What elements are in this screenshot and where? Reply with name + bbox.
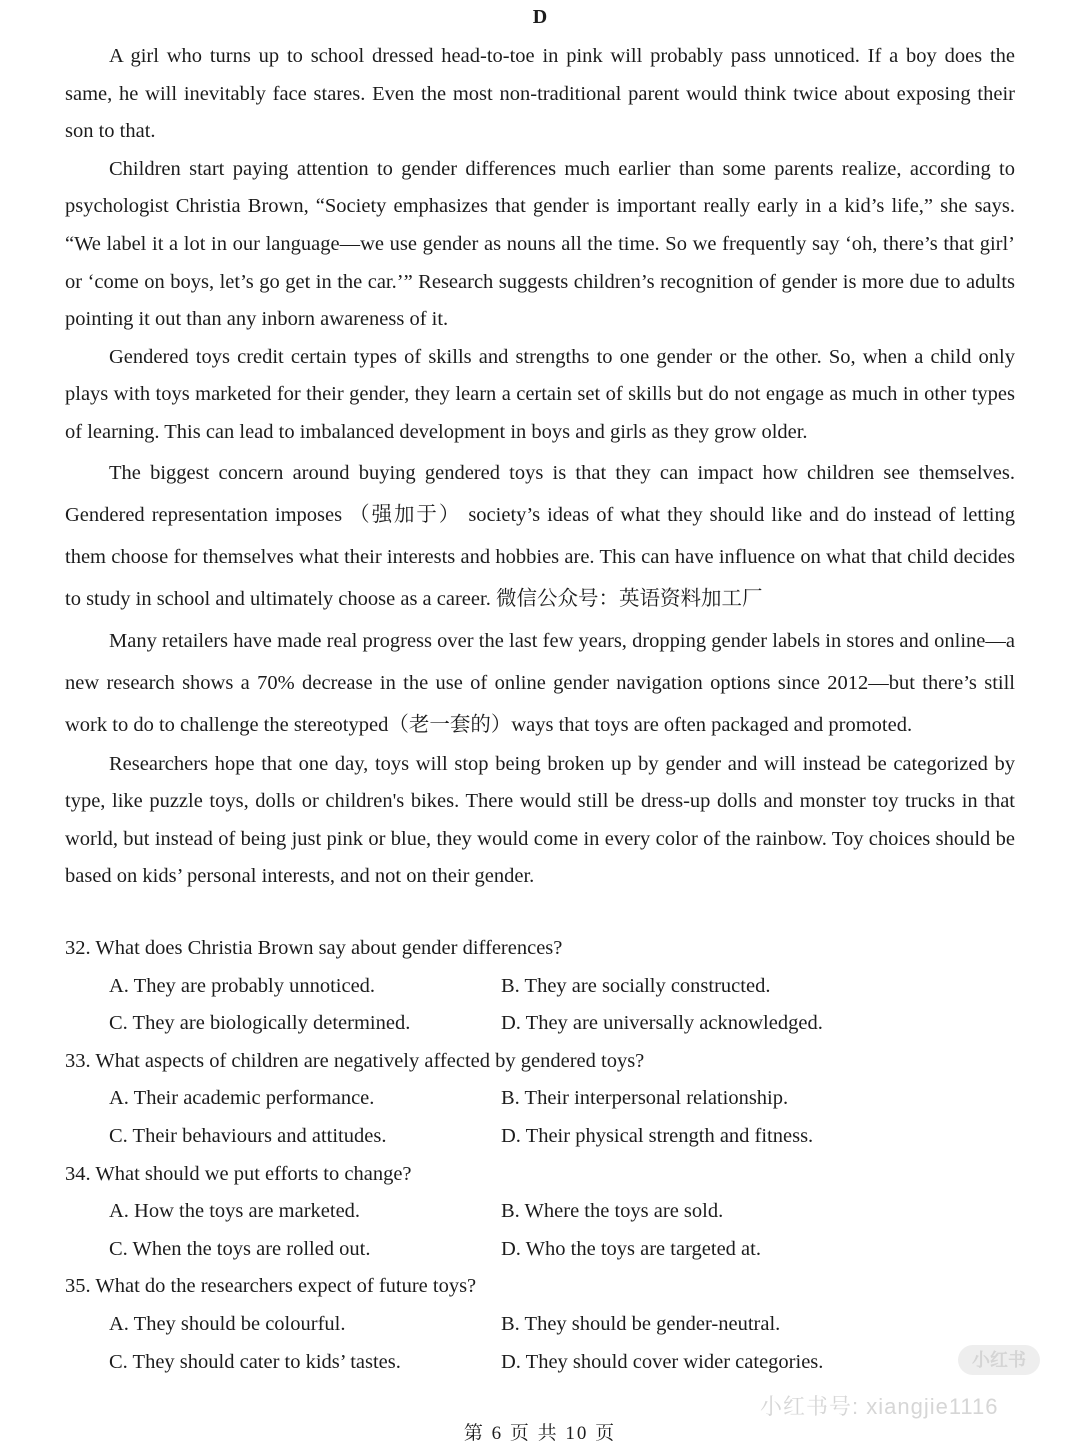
option-row (65, 1344, 1015, 1382)
page-footer: 第 6 页 共 10 页 (463, 1423, 617, 1444)
option-b: B. Where the toys are sold. (501, 1200, 724, 1223)
passage-paragraph-6: Researchers hope that one day, toys will stop being broken up by gender and will instead be categorized by type, like puzzle toys, dolls or children's bikes. There would still be dress-up dolls and monster toy trucks in that world, but instead of being just pink or blue, they would come in every color of the rainbow. Toy choices should be based on kids’ personal interests, and not on their gender. (65, 752, 1015, 888)
question-stem: 34. What should we put efforts to change? (65, 1162, 412, 1185)
watermark-logo: 小红书 (958, 1345, 1040, 1375)
watermark-text: 小红书号: xiangjie1116 (760, 1394, 999, 1419)
option-row (65, 1118, 1015, 1156)
passage-paragraph-3: Gendered toys credit certain types of skills and strengths to one gender or the other. So, when a child only plays with toys marketed for their gender, they learn a certain set of skills but do not engage as much in other types of learning. This can lead to imbalanced development in boys and girls as they grow older. (65, 345, 1015, 443)
question-33 (65, 1043, 1015, 1156)
option-c: C. They should cater to kids’ tastes. (109, 1350, 401, 1373)
question-list (65, 930, 1015, 1381)
question-stem: 33. What aspects of children are negatively affected by gendered toys? (65, 1049, 645, 1072)
option-b: B. They are socially constructed. (501, 974, 771, 997)
passage-paragraph-2: Children start paying attention to gender differences much earlier than some parents realize, according to psychologist Christia Brown, “Society emphasizes that gender is important really early in a kid’s life,” she says. “We label it a lot in our language—we use gender as nouns all the time. So we frequently say ‘oh, there’s that girl’ or ‘come on boys, let’s go get in the car.’” Research suggests children’s recognition of gender is more due to adults pointing it out than any inborn awareness of it. (65, 157, 1015, 331)
option-c: C. When the toys are rolled out. (109, 1237, 371, 1260)
option-a: A. They are probably unnoticed. (109, 974, 376, 997)
question-35 (65, 1268, 1015, 1381)
option-d: D. They are universally acknowledged. (501, 1012, 823, 1035)
passage-paragraph-4: The biggest concern around buying gendered toys is that they can impact how children see themselves. Gendered representation imposes （强加于） society’s ideas of what they should like and do instead of letting them choose for themselves what their interests and hobbies are. This can have influence on what that child decides to study in school and ultimately choose as a career. 微信公众号：英语资料加工厂 (65, 461, 1015, 610)
option-d: D. Who the toys are targeted at. (501, 1237, 761, 1260)
option-row (65, 1231, 1015, 1269)
question-stem: 35. What do the researchers expect of future toys? (65, 1275, 477, 1298)
section-heading: D (532, 6, 548, 28)
option-a: A. How the toys are marketed. (109, 1200, 361, 1223)
option-row (65, 1080, 1015, 1118)
option-row (65, 1005, 1015, 1043)
passage-paragraph-5: Many retailers have made real progress over the last few years, dropping gender labels in stores and online—a new research shows a 70% decrease in the use of online gender navigation options since 2012—but there’s still work to do to challenge the stereotyped（老一套的）ways that toys are often packaged and promoted. (65, 629, 1015, 736)
reading-passage (65, 38, 1015, 896)
option-b: B. Their interpersonal relationship. (501, 1087, 789, 1110)
option-d: D. They should cover wider categories. (501, 1350, 824, 1373)
question-32 (65, 930, 1015, 1043)
option-row (65, 968, 1015, 1006)
option-a: A. They should be colourful. (109, 1312, 346, 1335)
option-c: C. Their behaviours and attitudes. (109, 1124, 387, 1147)
option-b: B. They should be gender-neutral. (501, 1312, 781, 1335)
passage-paragraph-1: A girl who turns up to school dressed head-to-toe in pink will probably pass unnoticed. If a boy does the same, he will inevitably face stares. Even the most non-traditional parent would think twice about exposing their son to that. (65, 45, 1015, 143)
option-row (65, 1193, 1015, 1231)
option-d: D. Their physical strength and fitness. (501, 1124, 814, 1147)
option-c: C. They are biologically determined. (109, 1012, 411, 1035)
question-34 (65, 1156, 1015, 1269)
option-row (65, 1306, 1015, 1344)
question-stem: 32. What does Christia Brown say about gender differences? (65, 937, 563, 959)
option-a: A. Their academic performance. (109, 1087, 375, 1110)
